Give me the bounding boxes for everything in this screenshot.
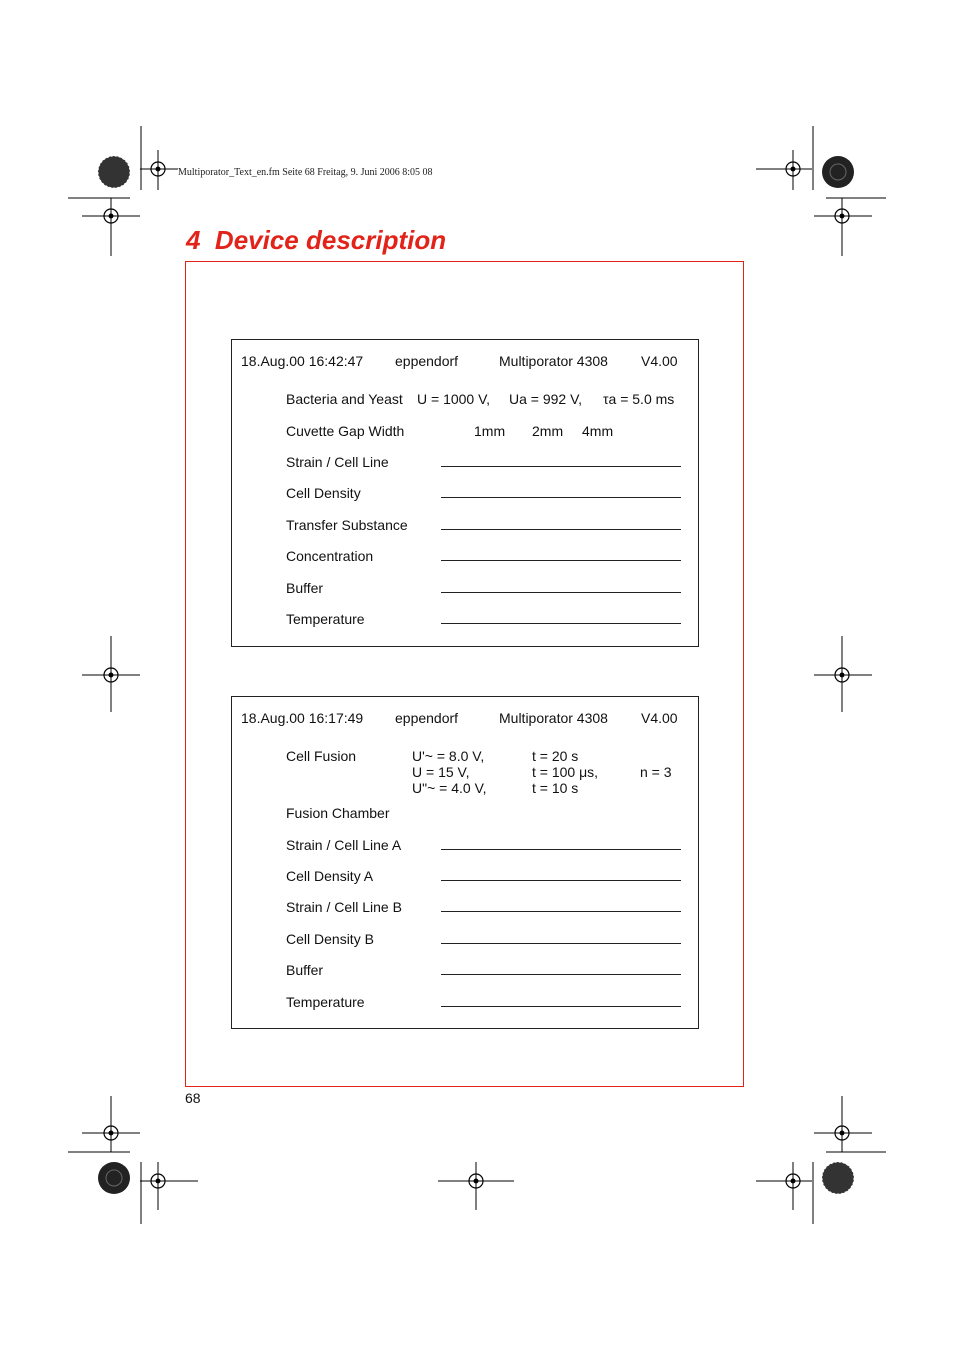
printout1-gap-label: Cuvette Gap Width (286, 423, 405, 439)
page-number: 68 (185, 1090, 201, 1106)
printout1-voltage: U = 1000 V, (417, 391, 491, 407)
printout1-field-label: Concentration (286, 548, 374, 564)
printout2-time: t = 20 s (532, 748, 579, 764)
printout2-field-label: Buffer (286, 962, 324, 978)
printout1-gap-2: 2mm (532, 423, 564, 439)
chapter-number: 4 (186, 225, 201, 255)
printout1-field-blank (441, 560, 681, 561)
printout2-field-blank (441, 943, 681, 944)
printout2-time: t = 100 μs, (532, 764, 599, 780)
printout1-field-label: Transfer Substance (286, 517, 408, 533)
printout-cell-fusion (231, 696, 699, 1029)
printout2-field-label: Cell Density A (286, 868, 374, 884)
printout2-cycles: n = 3 (640, 764, 672, 780)
printout2-field-label: Cell Density B (286, 931, 374, 947)
printout2-field-label: Temperature (286, 994, 365, 1010)
printout1-actual-voltage: Ua = 992 V, (509, 391, 583, 407)
printout1-time-constant: τa = 5.0 ms (603, 391, 675, 407)
printout2-field-blank (441, 1006, 681, 1007)
printout1-field-blank (441, 592, 681, 593)
printout1-field-label: Buffer (286, 580, 324, 596)
printout2-field-label: Strain / Cell Line A (286, 837, 402, 853)
printout2-device: Multiporator 4308 (499, 710, 608, 726)
printout1-device: Multiporator 4308 (499, 353, 608, 369)
printout2-voltage: U"~ = 4.0 V, (412, 780, 487, 796)
printout1-field-blank (441, 497, 681, 498)
printout2-field-blank (441, 880, 681, 881)
printout1-brand: eppendorf (395, 353, 459, 369)
printout1-version: V4.00 (641, 353, 678, 369)
printout2-version: V4.00 (641, 710, 678, 726)
printout2-field-blank (441, 911, 681, 912)
printout1-gap-3: 4mm (582, 423, 614, 439)
printout2-time: t = 10 s (532, 780, 579, 796)
printout2-field-blank (441, 974, 681, 975)
printout2-field-blank (441, 849, 681, 850)
printout2-field-label: Strain / Cell Line B (286, 899, 402, 915)
printout2-date-time: 18.Aug.00 16:17:49 (241, 710, 364, 726)
chapter-title: Device description (214, 225, 447, 255)
printout1-field-label: Cell Density (286, 485, 361, 501)
chapter-heading (186, 225, 446, 256)
printout2-voltage: U'~ = 8.0 V, (412, 748, 485, 764)
printout1-program: Bacteria and Yeast (286, 391, 403, 407)
printout1-field-blank (441, 466, 681, 467)
printout1-field-blank (441, 623, 681, 624)
file-header-line: Multiporator_Text_en.fm Seite 68 Freitag, 9. Juni 2006 8:05 08 (178, 167, 433, 178)
printout1-gap-1: 1mm (474, 423, 506, 439)
printout1-field-label: Strain / Cell Line (286, 454, 389, 470)
printout2-chamber-label: Fusion Chamber (286, 805, 390, 821)
printout2-brand: eppendorf (395, 710, 459, 726)
printout2-voltage: U = 15 V, (412, 764, 470, 780)
printout1-field-label: Temperature (286, 611, 365, 627)
printout1-date-time: 18.Aug.00 16:42:47 (241, 353, 364, 369)
printout2-program: Cell Fusion (286, 748, 357, 764)
printout1-field-blank (441, 529, 681, 530)
